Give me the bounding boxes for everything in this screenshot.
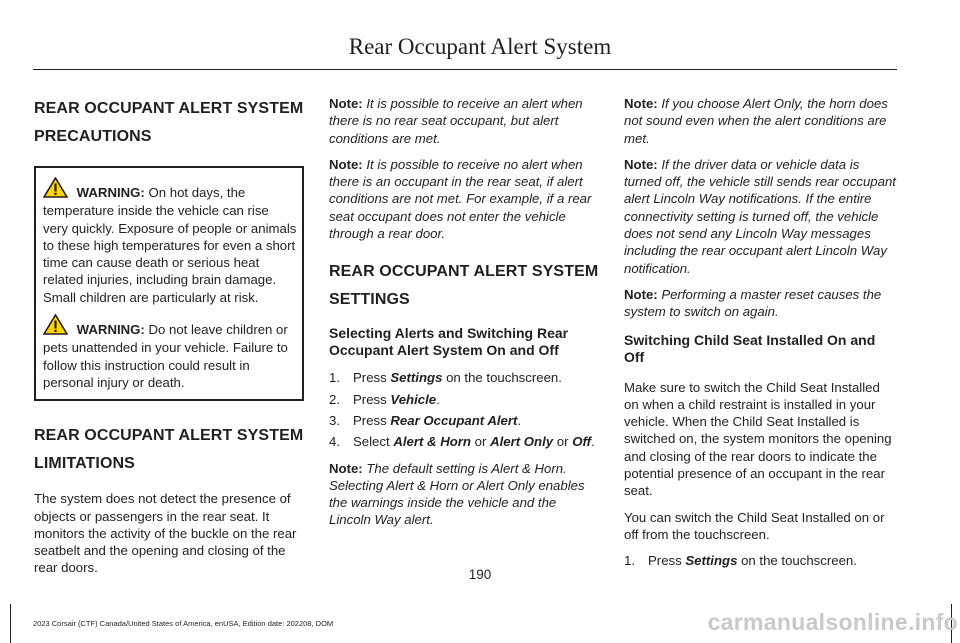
watermark: carmanualsonline.info [707,609,958,635]
note-2 [329,156,601,242]
note-label: Note: [329,96,363,111]
child-seat-body-2: You can switch the Child Seat Installed on or off from the touchscreen. [624,509,885,542]
heading-limitations [34,424,304,476]
heading-limitations-line2: LIMITATIONS [34,455,135,473]
step-text: Press [648,553,682,569]
warning-2 [43,314,297,391]
warning-1-label: WARNING: [76,185,145,200]
step-text: or [556,434,569,450]
note-text: If you choose Alert Only, the horn does not sound even when the alert conditions are met. [624,96,888,146]
page-number: 190 [468,567,492,582]
warning-triangle-icon [43,314,68,339]
note-1 [329,95,601,147]
warning-2-text: Do not leave children or pets unattended in your vehicle. Failure to follow this instruction could result in personal injury or death. [43,322,288,390]
step-emphasis: Off [572,434,591,450]
step-emphasis: Vehicle [390,391,437,407]
heading-settings-line1: REAR OCCUPANT ALERT SYSTEM [329,263,599,281]
note-label: Note: [624,156,658,172]
limitations-body: The system does not detect the presence of objects or passengers in the rear seat. It monitors the activity of the buckle on the rear seatbelt and the opening and closing of the rear doors. [34,491,297,576]
heading-settings [329,260,601,312]
note-label: Note: [624,286,658,302]
list-item [329,391,601,408]
warning-1-text: On hot days, the temperature inside the vehicle can rise very quickly. Exposure of people or animals to these high temperatures for even a short time can cause death or serious heat related injuries, including brain damage. Small children are particularly at risk. [43,185,297,305]
step-text: Press [353,412,387,428]
note-text: Performing a master reset causes the system to switch on again. [624,286,882,320]
step-number: 1. [329,370,340,386]
step-number: 4. [329,434,340,450]
note-text: If the driver data or vehicle data is turned off, the vehicle still sends rear occupant alert Lincoln Way notifications. If the entire connectivity setting is turned off, the vehicle does not send any Lincoln Way messages including the rear occupant alert Lincoln Way notification. [624,156,896,276]
warning-triangle-icon [43,177,68,202]
step-text: . [517,412,522,428]
child-seat-body-1: Make sure to switch the Child Seat Installed on when a child restraint is installed in your vehicle. When the Child Seat Installed is switched on, the system monitors the opening and closing of the rear doors to indicate the potential presence of an occupant in the rear seat. [624,379,892,499]
note-label: Note: [329,460,363,476]
subheading-selecting-alerts: Selecting Alerts and Switching Rear Occupant Alert System On and Off [329,325,569,359]
steps-list [329,369,601,450]
step-text: on the touchscreen. [741,553,857,569]
step-emphasis: Alert Only [490,434,554,450]
list-item [329,433,601,450]
note-text: It is possible to receive no alert when there is an occupant in the rear seat, if alert conditions are not met. For example, if a rear seat occupant does not enter the vehicle through a rear door. [329,156,592,242]
column-left [34,80,304,577]
step-text: . [436,391,440,407]
note-label: Note: [624,96,658,111]
column-right [624,95,896,570]
step-emphasis: Alert & Horn [393,434,471,450]
step-emphasis: Settings [685,553,738,569]
column-middle [329,95,601,529]
step-text: . [591,434,595,450]
heading-settings-line2: SETTINGS [329,291,410,309]
step-emphasis: Settings [390,370,443,386]
step-text: or [474,434,487,450]
step-text: Select [353,434,390,450]
heading-precautions [34,97,304,149]
step-number: 3. [329,412,340,428]
note-text: It is possible to receive an alert when there is no rear seat occupant, but alert conditions are met. [329,96,583,146]
heading-limitations-line1: REAR OCCUPANT ALERT SYSTEM [34,427,304,445]
step-emphasis: Rear Occupant Alert [390,412,518,428]
step-number: 2. [329,391,340,407]
note-5 [624,156,896,277]
crop-mark-left [10,604,11,643]
step-text: Press [353,391,387,407]
header-rule [33,69,897,70]
page-title: Rear Occupant Alert System [348,34,612,59]
heading-precautions-line2: PRECAUTIONS [34,128,152,145]
subheading-child-seat: Switching Child Seat Installed On and Off [624,331,876,365]
step-text: on the touchscreen. [446,370,562,386]
warning-box [34,166,304,401]
warning-2-label: WARNING: [76,322,145,338]
edition-footer: 2023 Corsair (CTF) Canada/United States of America, enUSA, Edition date: 202208, DOM [33,619,334,628]
warning-1 [43,177,297,306]
note-label: Note: [329,156,363,172]
list-item [329,369,601,386]
step-number: 1. [624,553,635,569]
note-4 [624,95,896,147]
note-3 [329,460,601,529]
list-item [329,412,601,429]
step-text: Press [353,370,387,386]
heading-precautions-line1: REAR OCCUPANT ALERT SYSTEM [34,100,304,117]
note-text: The default setting is Alert & Horn. Selecting Alert & Horn or Alert Only enables the warnings inside the vehicle and the Lincoln Way alert. [329,460,585,528]
note-6 [624,286,896,321]
